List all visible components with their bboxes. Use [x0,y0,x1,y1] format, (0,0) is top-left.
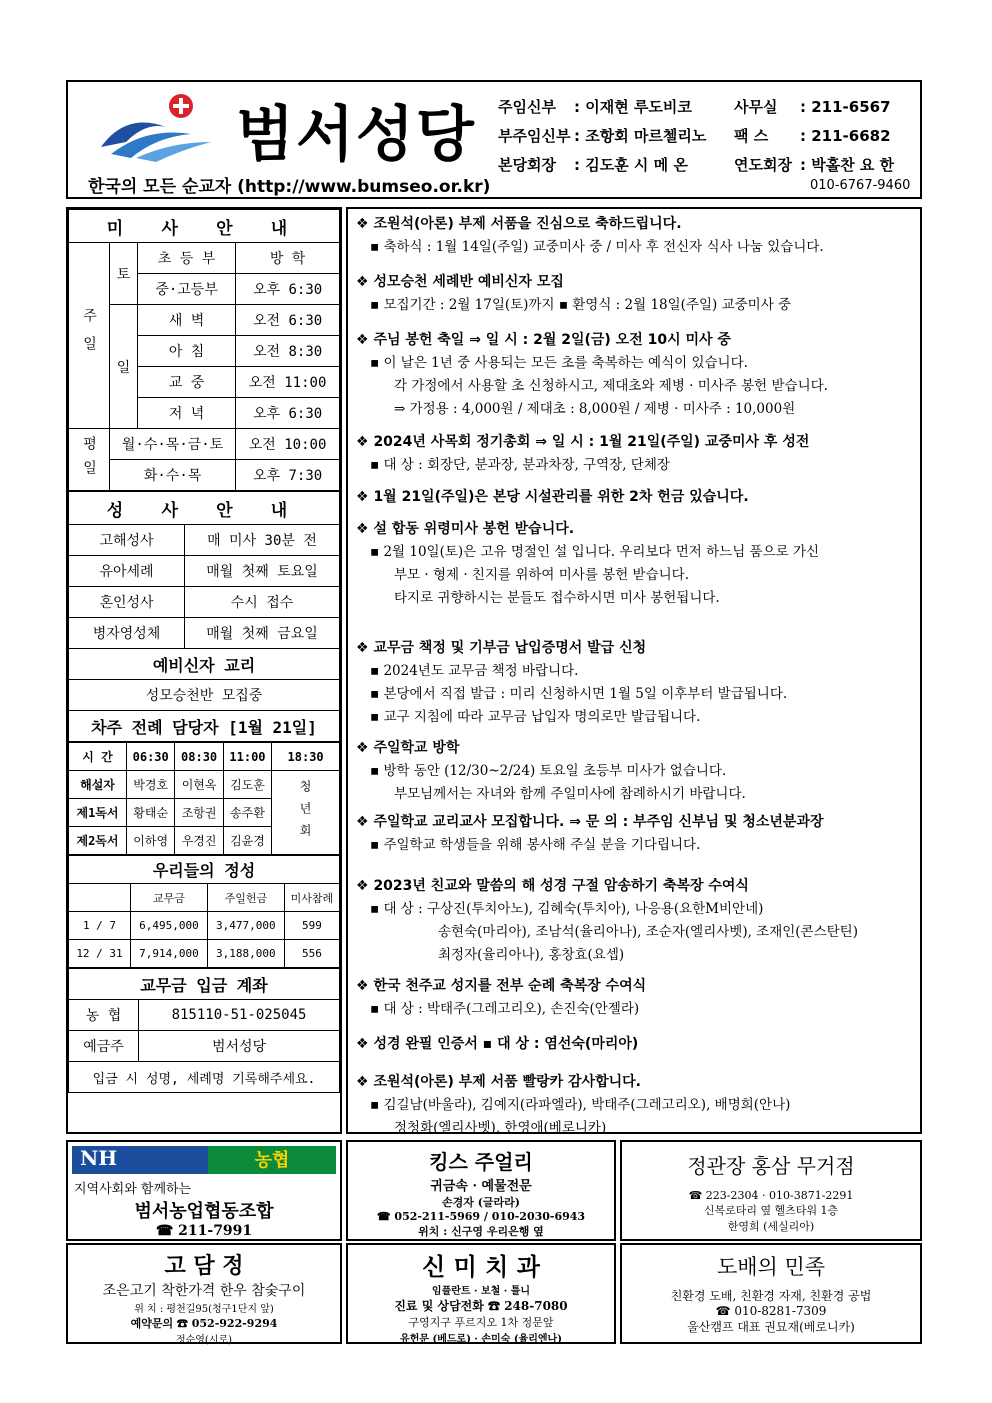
mass-name: 초 등 부 [138,243,236,274]
news-title-text: 한국 천주교 성지를 전부 순례 축복장 수여식 [373,978,647,994]
liturgy-name: 박경호 [127,771,175,799]
offering-value: 599 [284,912,339,940]
ad-text: 위 치 : 평천길95(청구1단지 앞) [134,1304,274,1315]
diamond-bullet-icon: ❖ [356,1074,374,1090]
diamond-bullet-icon: ❖ [356,489,374,505]
news-title-text: 교무금 책정 및 기부금 납입증명서 발급 신청 [373,640,647,656]
news-title [356,271,791,294]
sacrament-name: 유아세례 [69,556,185,587]
offering-header: 교무금 [131,884,208,912]
news-title [356,637,787,660]
account-table [68,968,340,1093]
news-item [356,518,819,610]
news-line: 송현숙(마리아), 조남석(율리아나), 조순자(엘리사벳), 조재인(콘스탄틴) [438,924,858,940]
parish-logo-icon [96,92,216,162]
ad-text: 지역사회와 함께하는 [74,1182,192,1197]
news-line: ▪ 대 상 : 구상진(투치아노), 김혜숙(투치아), 나응용(요한M비안네) [370,901,764,917]
news-line: 각 가정에서 사용할 초 신청하시고, 제대초와 제병 · 미사주 봉헌 받습니다. [394,378,828,394]
mass-name: 새 벽 [138,305,236,336]
mass-time: 오후 6:30 [236,274,340,305]
news-item [356,1071,790,1140]
news-title [356,431,809,454]
ad-text: 친환경 도배, 친환경 자재, 친환경 공법 [670,1289,872,1303]
news-line: ▪ 2024년도 교무금 책정 바랍니다. [370,663,579,679]
ad-text: 임플란트 · 보철 · 틀니 [431,1286,531,1297]
ad-text: ☎ 211-7991 [155,1223,253,1239]
diamond-bullet-icon: ❖ [356,332,374,348]
ad-jung [620,1140,922,1241]
sacrament-value: 수시 접수 [185,587,340,618]
liturgy-header: 08:30 [175,743,223,771]
news-line: ▪ 모집기간 : 2월 17일(토)까지 ▪ 환영식 : 2월 18일(주일) 교중미사 중 [370,297,792,313]
ad-text: ☎ 223-2304 · 010-3871-2291 [688,1189,854,1202]
nh-logo-left: NH [72,1146,208,1174]
sacrament-name: 고해성사 [69,525,185,556]
news-line: 부모 · 형제 · 친지를 위하여 미사를 봉헌 받습니다. [394,567,689,583]
news-title-text: 조원석(아론) 부제 서품 빨랑카 감사합니다. [373,1074,641,1090]
news-line: ▪ 본당에서 직접 발급 : 미리 신청하시면 1월 5일 이후부터 발급됩니다. [370,686,788,702]
sacrament-title: 성 사 안 내 [69,492,340,525]
offering-value: 7,914,000 [131,940,208,968]
ad-text: 귀금속 · 예물전문 [430,1179,532,1194]
nh-logo [72,1146,336,1174]
ad-text: 범서농업협동조합 [134,1201,274,1222]
news-line: ⇒ 가정용 : 4,000원 / 제대초 : 8,000원 / 제병 · 미사주 : 10,000원 [394,401,796,417]
news-line: ▪ 방학 동안 (12/30~2/24) 토요일 초등부 미사가 없습니다. [370,763,727,779]
ad-text: ☎ 052-211-5969 / 010-2030-6943 [376,1210,586,1223]
news-line: ▪ 이 날은 1년 중 사용되는 모든 초를 축복하는 예식이 있습니다. [370,355,748,371]
news-item [356,271,791,317]
news-line: ▪ 교구 지침에 따라 교무금 납입자 명의로만 발급됩니다. [370,709,701,725]
sacrament-value: 매 미사 30분 전 [185,525,340,556]
news-line: ▪ 2월 10일(토)은 고유 명절인 설 입니다. 우리보다 먼저 하느님 품으로 가신 [370,544,820,560]
news-item [356,213,824,259]
mass-time: 오전 10:00 [236,429,340,460]
ad-text: 신복로타리 옆 헬츠타워 1층 [703,1204,839,1217]
news-line: ▪ 주일학교 학생들을 위해 봉사해 주실 분을 기다립니다. [370,837,701,853]
news-title [356,1033,638,1056]
diamond-bullet-icon: ❖ [356,216,374,232]
liturgy-name: 황태순 [127,799,175,827]
ad-text: 한영희 (세실리아) [727,1220,815,1233]
mass-name: 저 녁 [138,398,236,429]
ad-text: 손경자 (글라라) [442,1196,520,1209]
account-holder-label: 예금주 [69,1031,139,1062]
ad-godam [66,1243,342,1344]
weekday-label: 평일 [69,429,110,491]
news-line: 타지로 귀향하시는 분들도 접수하시면 미사 봉헌됩니다. [394,590,720,606]
ad-title: 킹스 주얼리 [429,1150,533,1174]
news-title [356,737,746,760]
news-title-text: 성모승천 세례반 예비신자 모집 [373,274,564,290]
offering-value: 3,188,000 [207,940,284,968]
ad-nh [66,1140,342,1241]
saturday-label: 토 [110,243,138,305]
liturgy-name: 이현옥 [175,771,223,799]
mass-time: 오전 8:30 [236,336,340,367]
left-sidebar [66,207,342,1134]
sacrament-value: 매월 첫째 토요일 [185,556,340,587]
mass-table [68,209,340,491]
news-title [356,329,828,352]
ad-text: ☎ 010-8281-7309 [715,1304,827,1318]
liturgy-name: 우경진 [175,827,223,855]
ad-text: 구영지구 푸르지오 1차 정문앞 [408,1316,554,1329]
news-line: 최정자(율리아나), 홍창효(요셉) [438,947,625,963]
news-title [356,1071,790,1094]
news-panel [346,207,922,1134]
offering-title: 우리들의 정성 [69,856,340,884]
news-line: ▪ 김길남(바울라), 김예지(라파엘라), 박태주(그레고리오), 배명희(안나) [370,1097,791,1113]
sacrament-value: 매월 첫째 금요일 [185,618,340,649]
diamond-bullet-icon: ❖ [356,740,374,756]
news-title-text: 2023년 친교와 말씀의 해 성경 구절 암송하기 축복장 수여식 [373,878,749,894]
news-item [356,1033,638,1056]
news-title-text: 주님 봉헌 축일 ⇒ 일 시 : 2월 2일(금) 오전 10시 미사 중 [373,332,731,348]
liturgy-header: 시 간 [69,743,127,771]
offering-header: 미사참례 [284,884,339,912]
mass-time: 오후 6:30 [236,398,340,429]
liturgy-name: 조항권 [175,799,223,827]
sacrament-table [68,491,340,742]
liturgy-role: 해설자 [69,771,127,799]
diamond-bullet-icon: ❖ [356,274,374,290]
ad-title: 도배의 민족 [716,1255,826,1279]
mass-title: 미 사 안 내 [69,210,340,243]
header-row-1: 주임신부 : 이재현 루도비코 사무실 : 211-6567 [498,98,891,116]
mass-time: 방 학 [236,243,340,274]
diamond-bullet-icon: ❖ [356,978,374,994]
news-item [356,737,746,806]
liturgy-name: 송주환 [223,799,271,827]
offering-value: 556 [284,940,339,968]
news-item [356,486,749,509]
account-bank-label: 농 협 [69,1000,139,1031]
extra-phone: 010-6767-9460 [810,178,911,193]
news-title [356,486,749,509]
mass-time: 오후 7:30 [236,460,340,491]
offering-date: 12 / 31 [69,940,131,968]
news-title-text: 조원석(아론) 부제 서품을 진심으로 축하드립니다. [373,216,682,232]
news-item [356,875,858,967]
ad-dobae [620,1243,922,1344]
liturgy-name: 이하영 [127,827,175,855]
ad-kings [346,1140,616,1241]
news-title-text: 주일학교 방학 [373,740,460,756]
bulletin-header [66,80,922,199]
news-item [356,637,787,729]
news-item [356,329,828,421]
news-line: 부모님께서는 자녀와 함께 주일미사에 참례하시기 바랍니다. [394,786,746,802]
liturgy-youth: 청년회 [272,771,340,855]
liturgy-header: 18:30 [272,743,340,771]
liturgy-table [68,742,340,855]
news-title-text: 2024년 사목회 정기총회 ⇒ 일 시 : 1월 21일(주일) 교중미사 후 성전 [373,434,810,450]
ad-title: 신 미 치 과 [422,1252,540,1281]
sunday-label: 주일 [69,243,110,429]
news-item [356,811,824,857]
diamond-bullet-icon: ❖ [356,640,374,656]
parish-name: 범서성당 [236,100,476,170]
diamond-bullet-icon: ❖ [356,434,374,450]
offering-header [69,884,131,912]
header-row-3: 본당회장 : 김도훈 시 메 온 연도회장 : 박홀찬 요 한 [498,156,895,174]
liturgy-title: 차주 전례 담당자 [1월 21일] [69,711,340,742]
ad-title: 고 담 정 [164,1253,244,1279]
ad-text: 유헌문 (베드로) · 손미숙 (율리엔나) [400,1334,562,1345]
news-item [356,975,646,1021]
news-line: ▪ 축하식 : 1월 14일(주일) 교중미사 중 / 미사 후 전신자 식사 나눔 있습니다. [370,239,824,255]
diamond-bullet-icon: ❖ [356,521,374,537]
mass-name: 교 중 [138,367,236,398]
offering-value: 6,495,000 [131,912,208,940]
news-title-text: 설 합동 위령미사 봉헌 받습니다. [373,521,575,537]
account-number: 815110-51-025045 [139,1000,340,1031]
news-item [356,431,809,477]
news-title [356,518,819,541]
ad-text: 조은고기 착한가격 한우 참숯구이 [102,1283,306,1299]
account-holder: 범서성당 [139,1031,340,1062]
news-title-text: 주일학교 교리교사 모집합니다. ⇒ 문 의 : 부주임 신부님 및 청소년분과장 [373,814,824,830]
ad-text: 정순영(시로) [175,1335,233,1346]
mass-time: 오전 11:00 [236,367,340,398]
news-title [356,811,824,834]
news-line: 정청화(엘리사벳), 한영애(베로니카) [394,1120,607,1136]
offering-header: 주일헌금 [207,884,284,912]
sacrament-name: 혼인성사 [69,587,185,618]
offering-date: 1 / 7 [69,912,131,940]
mass-name: 아 침 [138,336,236,367]
account-note: 입금 시 성명, 세례명 기록해주세요. [69,1062,340,1093]
news-line: ▪ 대 상 : 회장단, 분과장, 분과차장, 구역장, 단체장 [370,457,670,473]
ad-text: 진료 및 상담전화 ☎ 248-7080 [394,1299,568,1313]
header-row-2: 부주임신부 : 조항회 마르첼리노 팩 스 : 211-6682 [498,127,891,145]
offering-table [68,855,340,968]
offering-value: 3,477,000 [207,912,284,940]
news-title [356,975,646,998]
liturgy-header: 06:30 [127,743,175,771]
news-title-text: 성경 완필 인증서 ▪ 대 상 : 염선숙(마리아) [373,1036,639,1052]
liturgy-header: 11:00 [223,743,271,771]
catechumen-value: 성모승천반 모집중 [69,680,340,711]
catechumen-title: 예비신자 교리 [69,649,340,680]
news-title [356,875,858,898]
mass-name: 중·고등부 [138,274,236,305]
ad-text: 울산캠프 대표 권묘재(베로니카) [687,1320,855,1334]
mass-time: 오전 6:30 [236,305,340,336]
sunday-sub-label: 일 [110,305,138,429]
news-title-text: 1월 21일(주일)은 본당 시설관리를 위한 2차 헌금 있습니다. [373,489,749,505]
nh-logo-right: 농협 [208,1146,336,1174]
ad-text: 예약문의 ☎ 052-922-9294 [130,1317,278,1330]
liturgy-name: 김도훈 [223,771,271,799]
mass-name: 월·수·목·금·토 [110,429,236,460]
liturgy-role: 제1독서 [69,799,127,827]
ad-sinmi [346,1243,616,1344]
liturgy-role: 제2독서 [69,827,127,855]
account-title: 교무금 입금 계좌 [69,969,340,1000]
sacrament-name: 병자영성체 [69,618,185,649]
ad-title: 정관장 홍삼 무거점 [687,1154,855,1178]
mass-name: 화·수·목 [110,460,236,491]
diamond-bullet-icon: ❖ [356,1036,374,1052]
tagline: 한국의 모든 순교자 (http://www.bumseo.or.kr) [88,177,491,197]
diamond-bullet-icon: ❖ [356,878,374,894]
ad-text: 위치 : 신구영 우리은행 옆 [418,1225,544,1238]
diamond-bullet-icon: ❖ [356,814,374,830]
news-line: ▪ 대 상 : 박태주(그레고리오), 손진숙(안젤라) [370,1001,640,1017]
liturgy-name: 김윤경 [223,827,271,855]
news-title [356,213,824,236]
